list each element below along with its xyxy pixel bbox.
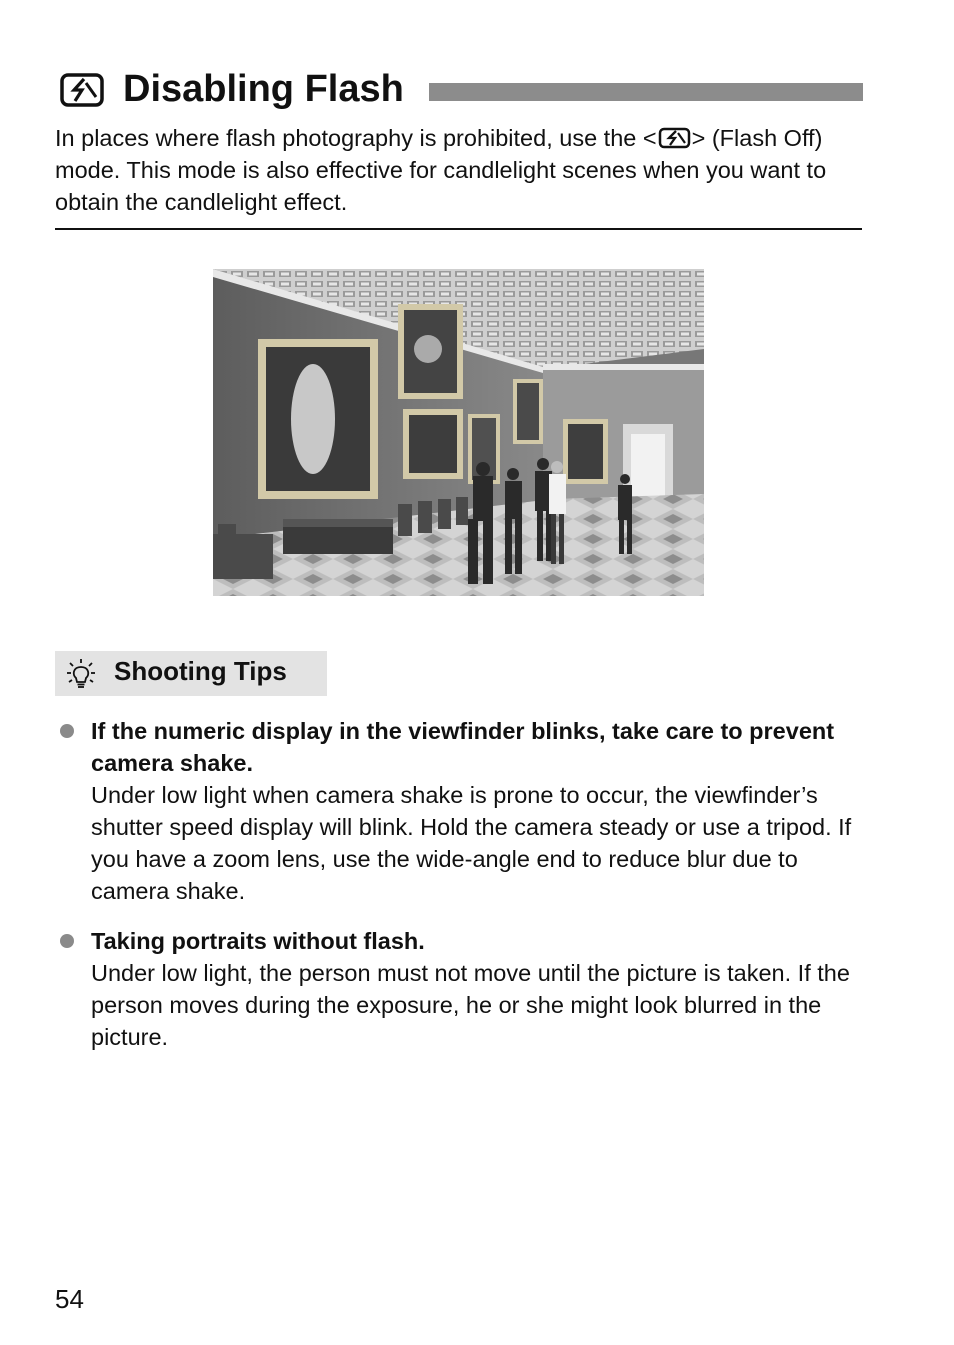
section-divider [55,228,862,230]
tip-item [91,715,871,907]
section-header [55,62,863,114]
bullet-icon [60,724,74,738]
tip-title: If the numeric display in the viewfinder blinks, take care to prevent camera shake. [91,718,835,776]
flash-off-icon [60,73,104,107]
flash-off-icon [658,127,691,149]
shooting-tips-heading [55,651,327,696]
intro-text-before: In places where flash photography is prohibited, use the < [55,125,657,151]
tip-body: Under low light when camera shake is prone to occur, the viewfinder’s shutter speed display will blink. Hold the camera steady or use a tripod. If you have a zoom lens, use the wide-angle end to reduce blur due to camera shake. [91,782,852,904]
tip-body: Under low light, the person must not move until the picture is taken. If the person moves during the exposure, he or she might look blurred in the picture. [91,960,850,1050]
title-decoration-bar [429,83,863,101]
tip-title: Taking portraits without flash. [91,928,425,954]
page-number: 54 [55,1284,84,1314]
intro-text-after: > (Flash Off) mode. This mode is also effective for candlelight scenes when you want to obtain the candlelight effect. [55,125,827,215]
lightbulb-icon [63,658,99,692]
page-title: Disabling Flash [123,68,404,110]
tips-heading-label: Shooting Tips [114,656,287,686]
bullet-icon [60,934,74,948]
museum-gallery-photo [213,269,704,596]
tip-item [91,925,871,1053]
intro-paragraph [55,122,865,218]
